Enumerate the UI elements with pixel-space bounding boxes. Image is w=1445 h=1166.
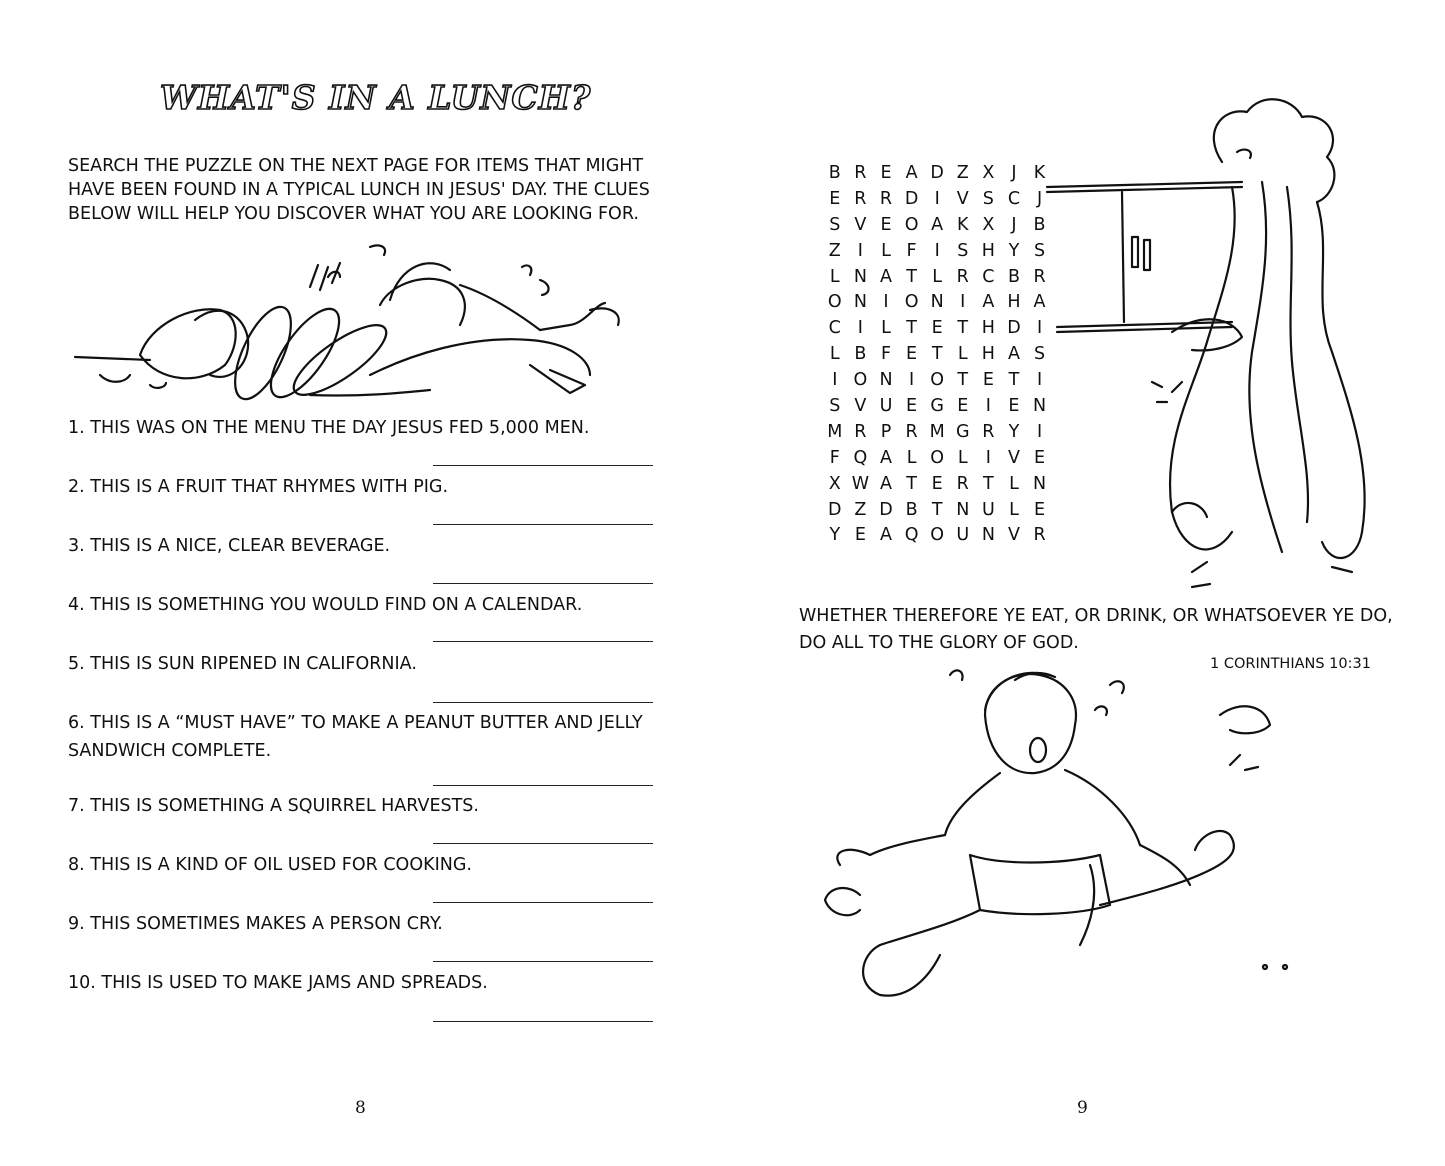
answer-line-10[interactable] (433, 1021, 653, 1022)
puzzle-letter[interactable]: S (957, 240, 969, 261)
puzzle-letter[interactable]: R (905, 421, 918, 442)
ghost-cabinet-illustration (1032, 92, 1432, 592)
puzzle-letter[interactable]: A (905, 163, 918, 183)
puzzle-letter[interactable]: Z (956, 163, 969, 183)
puzzle-letter[interactable]: S (829, 214, 841, 235)
clue-9 (68, 910, 668, 938)
clue-number: 6. (68, 713, 85, 733)
puzzle-letter[interactable]: B (905, 499, 918, 520)
verse-reference: 1 CORINTHIANS 10:31 (1210, 656, 1371, 672)
puzzle-letter[interactable]: Z (828, 240, 841, 261)
answer-line-8[interactable] (433, 902, 653, 903)
answer-line-4[interactable] (433, 641, 653, 642)
puzzle-letter[interactable]: A (982, 292, 995, 313)
puzzle-letter[interactable]: O (904, 214, 919, 235)
answer-line-9[interactable] (433, 961, 653, 962)
clue-6 (68, 709, 658, 765)
clue-number: 2. (68, 477, 85, 497)
puzzle-letter[interactable]: I (934, 240, 940, 261)
spilled-lunch-illustration (70, 225, 650, 415)
bible-verse: WHETHER THEREFORE YE EAT, OR DRINK, OR WHATSOEVER YE DO, DO ALL TO THE GLORY OF GOD. (799, 606, 1393, 653)
puzzle-letter[interactable]: R (879, 188, 893, 209)
page-title: WHAT'S IN A LUNCH? (160, 78, 592, 117)
clue-2 (68, 473, 668, 501)
puzzle-letter[interactable]: D (904, 188, 919, 209)
puzzle-letter[interactable]: I (857, 318, 863, 339)
puzzle-letter[interactable]: H (1007, 292, 1021, 313)
puzzle-letter[interactable]: T (906, 318, 917, 339)
clue-number: 3. (68, 536, 85, 556)
puzzle-letter[interactable]: N (930, 292, 944, 313)
answer-line-3[interactable] (433, 583, 653, 584)
clue-text: THIS IS USED TO MAKE JAMS AND SPREADS. (101, 973, 488, 993)
puzzle-letter[interactable]: M (827, 421, 843, 442)
puzzle-letter[interactable]: B (854, 344, 867, 365)
puzzle-letter[interactable]: U (981, 499, 995, 520)
answer-line-6[interactable] (433, 785, 653, 786)
puzzle-letter[interactable]: O (930, 447, 945, 468)
puzzle-letter[interactable]: I (1036, 370, 1043, 391)
puzzle-letter[interactable]: J (1011, 214, 1017, 235)
puzzle-letter[interactable]: X (982, 163, 995, 183)
puzzle-letter[interactable]: C (1007, 188, 1021, 209)
puzzle-letter[interactable]: P (880, 421, 892, 442)
puzzle-letter[interactable]: M (929, 421, 945, 442)
clue-text: THIS IS A “MUST HAVE” TO MAKE A PEANUT BUTTER AND JELLY SANDWICH COMPLETE. (68, 713, 643, 761)
clue-text: THIS WAS ON THE MENU THE DAY JESUS FED 5,000 MEN. (90, 418, 590, 438)
puzzle-letter[interactable]: T (931, 499, 943, 520)
puzzle-letter[interactable]: R (982, 421, 995, 442)
puzzle-letter[interactable]: X (828, 473, 841, 494)
clue-number: 7. (68, 796, 85, 816)
puzzle-letter[interactable]: L (957, 344, 968, 365)
puzzle-letter[interactable]: F (829, 447, 840, 468)
puzzle-letter[interactable]: V (854, 214, 867, 235)
puzzle-letter[interactable]: L (881, 240, 891, 261)
puzzle-letter[interactable]: K (1033, 163, 1046, 183)
puzzle-letter[interactable]: L (906, 447, 917, 468)
puzzle-letter[interactable]: Y (1008, 240, 1020, 261)
puzzle-letter[interactable]: E (931, 473, 943, 494)
puzzle-letter[interactable]: C (828, 318, 841, 339)
clue-7 (68, 792, 668, 820)
puzzle-letter[interactable]: E (931, 318, 943, 339)
puzzle-letter[interactable]: T (957, 370, 969, 391)
puzzle-letter[interactable]: I (832, 370, 838, 391)
puzzle-letter[interactable]: R (854, 421, 867, 442)
answer-line-2[interactable] (433, 524, 653, 525)
page-number-right: 9 (1077, 1098, 1088, 1118)
answer-line-1[interactable] (433, 465, 653, 466)
clue-text: THIS IS SUN RIPENED IN CALIFORNIA. (90, 654, 417, 674)
puzzle-letter[interactable]: H (981, 240, 995, 261)
puzzle-letter[interactable]: E (1008, 396, 1020, 417)
intro-text: SEARCH THE PUZZLE ON THE NEXT PAGE FOR ITEMS THAT MIGHT HAVE BEEN FOUND IN A TYPICAL LUNCH IN JESUS' DAY. THE CLUES BELOW WILL HELP YOU DISCOVER WHAT YOU ARE LOOKING FOR. (68, 156, 650, 224)
puzzle-letter[interactable]: N (981, 525, 995, 546)
puzzle-letter[interactable]: F (906, 240, 917, 261)
puzzle-letter[interactable]: N (956, 499, 970, 520)
puzzle-letter[interactable]: I (883, 292, 889, 313)
puzzle-letter[interactable]: V (854, 396, 867, 417)
word-search-grid[interactable] (822, 161, 1052, 549)
puzzle-letter[interactable]: E (957, 396, 969, 417)
puzzle-letter[interactable]: A (1033, 292, 1046, 313)
puzzle-letter[interactable]: H (981, 318, 995, 339)
clue-4 (68, 591, 668, 619)
puzzle-letter[interactable]: T (983, 473, 994, 494)
clue-number: 4. (68, 595, 85, 615)
puzzle-letter[interactable]: H (981, 344, 995, 365)
clue-5 (68, 650, 668, 678)
puzzle-letter[interactable]: D (828, 499, 842, 520)
clue-text: THIS IS SOMETHING A SQUIRREL HARVESTS. (90, 796, 479, 816)
clue-text: THIS IS A KIND OF OIL USED FOR COOKING. (90, 855, 472, 875)
clue-3 (68, 532, 668, 560)
puzzle-letter[interactable]: N (1033, 473, 1047, 494)
page-number-left: 8 (355, 1098, 366, 1118)
puzzle-letter[interactable]: T (906, 473, 917, 494)
puzzle-letter[interactable]: Q (904, 525, 919, 546)
puzzle-letter[interactable]: Y (1008, 421, 1020, 442)
puzzle-letter[interactable]: T (931, 344, 943, 365)
puzzle-letter[interactable]: G (930, 396, 944, 417)
puzzle-letter[interactable]: S (982, 188, 994, 209)
puzzle-letter[interactable]: E (880, 214, 892, 235)
puzzle-letter[interactable]: A (879, 447, 892, 468)
puzzle-letter[interactable]: O (930, 525, 945, 546)
puzzle-letter[interactable]: I (985, 447, 991, 468)
puzzle-letter[interactable]: V (1007, 447, 1020, 468)
puzzle-letter[interactable]: K (957, 214, 969, 235)
puzzle-letter[interactable]: E (880, 163, 892, 183)
puzzle-letter[interactable]: U (956, 525, 970, 546)
answer-line-5[interactable] (433, 702, 653, 703)
puzzle-letter[interactable]: D (879, 499, 893, 520)
puzzle-letter[interactable]: L (881, 318, 891, 339)
puzzle-letter[interactable]: L (829, 266, 840, 287)
puzzle-letter[interactable]: C (982, 266, 995, 287)
clue-number: 5. (68, 654, 85, 674)
clue-text: THIS IS A NICE, CLEAR BEVERAGE. (90, 536, 391, 556)
puzzle-letter[interactable]: Z (854, 499, 867, 520)
puzzle-letter[interactable]: T (957, 318, 969, 339)
puzzle-letter[interactable]: F (880, 344, 892, 365)
puzzle-letter[interactable]: E (1034, 499, 1046, 520)
puzzle-letter[interactable]: V (1007, 525, 1020, 546)
puzzle-letter[interactable]: J (1011, 163, 1017, 183)
puzzle-letter[interactable]: A (1007, 344, 1020, 365)
puzzle-letter[interactable]: W (851, 473, 870, 494)
answer-line-7[interactable] (433, 843, 653, 844)
puzzle-letter[interactable]: Y (829, 525, 841, 546)
puzzle-letter[interactable]: A (879, 525, 892, 546)
puzzle-letter[interactable]: E (906, 396, 918, 417)
puzzle-letter[interactable]: R (1033, 266, 1046, 287)
puzzle-letter[interactable]: A (931, 214, 944, 235)
scared-boy-illustration (800, 655, 1320, 1035)
puzzle-letter[interactable]: I (1036, 421, 1043, 442)
puzzle-letter[interactable]: N (853, 292, 867, 313)
puzzle-letter[interactable]: A (879, 473, 892, 494)
puzzle-letter[interactable]: N (1033, 396, 1047, 417)
puzzle-letter[interactable]: E (906, 344, 918, 365)
puzzle-letter[interactable]: E (854, 525, 866, 546)
puzzle-letter[interactable]: I (960, 292, 966, 313)
puzzle-letter[interactable]: A (879, 266, 892, 287)
clue-1 (68, 414, 668, 442)
puzzle-letter[interactable]: B (1033, 214, 1046, 235)
puzzle-letter[interactable]: L (957, 447, 968, 468)
puzzle-letter[interactable]: R (956, 266, 969, 287)
puzzle-letter[interactable]: E (982, 370, 994, 391)
puzzle-letter[interactable]: L (1009, 499, 1019, 520)
puzzle-letter[interactable]: S (829, 396, 841, 417)
puzzle-letter[interactable]: J (1036, 188, 1043, 209)
puzzle-letter[interactable]: I (908, 370, 915, 391)
right-page (722, 0, 1445, 1166)
puzzle-letter[interactable]: R (1033, 525, 1046, 546)
clue-number: 10. (68, 973, 96, 993)
puzzle-letter[interactable]: S (1033, 240, 1046, 261)
puzzle-letter[interactable]: I (985, 396, 991, 417)
puzzle-letter[interactable]: L (932, 266, 943, 287)
puzzle-letter[interactable]: T (1008, 370, 1020, 391)
puzzle-letter[interactable]: O (853, 370, 868, 391)
puzzle-letter[interactable]: U (879, 396, 893, 417)
puzzle-letter[interactable]: I (934, 188, 940, 209)
puzzle-letter[interactable]: Q (853, 447, 868, 468)
puzzle-letter[interactable]: D (930, 163, 944, 183)
puzzle-letter[interactable]: N (879, 370, 893, 391)
puzzle-letter[interactable]: G (955, 421, 970, 442)
puzzle-letter[interactable]: E (829, 188, 841, 209)
puzzle-letter[interactable]: R (854, 163, 867, 183)
puzzle-letter[interactable]: L (1009, 473, 1019, 494)
clue-number: 9. (68, 914, 85, 934)
puzzle-letter[interactable]: R (854, 188, 867, 209)
puzzle-letter[interactable]: O (827, 292, 842, 313)
puzzle-letter[interactable]: V (956, 188, 969, 209)
clue-text: THIS IS SOMETHING YOU WOULD FIND ON A CALENDAR. (90, 595, 583, 615)
puzzle-letter[interactable]: O (904, 292, 919, 313)
puzzle-letter[interactable]: X (982, 214, 995, 235)
puzzle-letter[interactable]: L (829, 344, 840, 365)
clue-text: THIS IS A FRUIT THAT RHYMES WITH PIG. (90, 477, 449, 497)
puzzle-letter[interactable]: O (930, 370, 945, 391)
puzzle-letter[interactable]: N (853, 266, 867, 287)
puzzle-letter[interactable]: D (1007, 318, 1021, 339)
puzzle-letter[interactable]: B (1007, 266, 1020, 287)
puzzle-letter[interactable]: I (1036, 318, 1043, 339)
puzzle-letter[interactable]: E (1034, 447, 1046, 468)
left-page (0, 0, 722, 1166)
clue-number: 1. (68, 418, 85, 438)
puzzle-letter[interactable]: S (1033, 344, 1046, 365)
clue-10 (68, 969, 668, 997)
clue-8 (68, 851, 668, 879)
puzzle-letter[interactable]: I (857, 240, 863, 261)
clue-number: 8. (68, 855, 85, 875)
puzzle-letter[interactable]: T (906, 266, 917, 287)
puzzle-letter[interactable]: B (828, 163, 841, 183)
puzzle-letter[interactable]: R (956, 473, 969, 494)
clue-text: THIS SOMETIMES MAKES A PERSON CRY. (90, 914, 443, 934)
